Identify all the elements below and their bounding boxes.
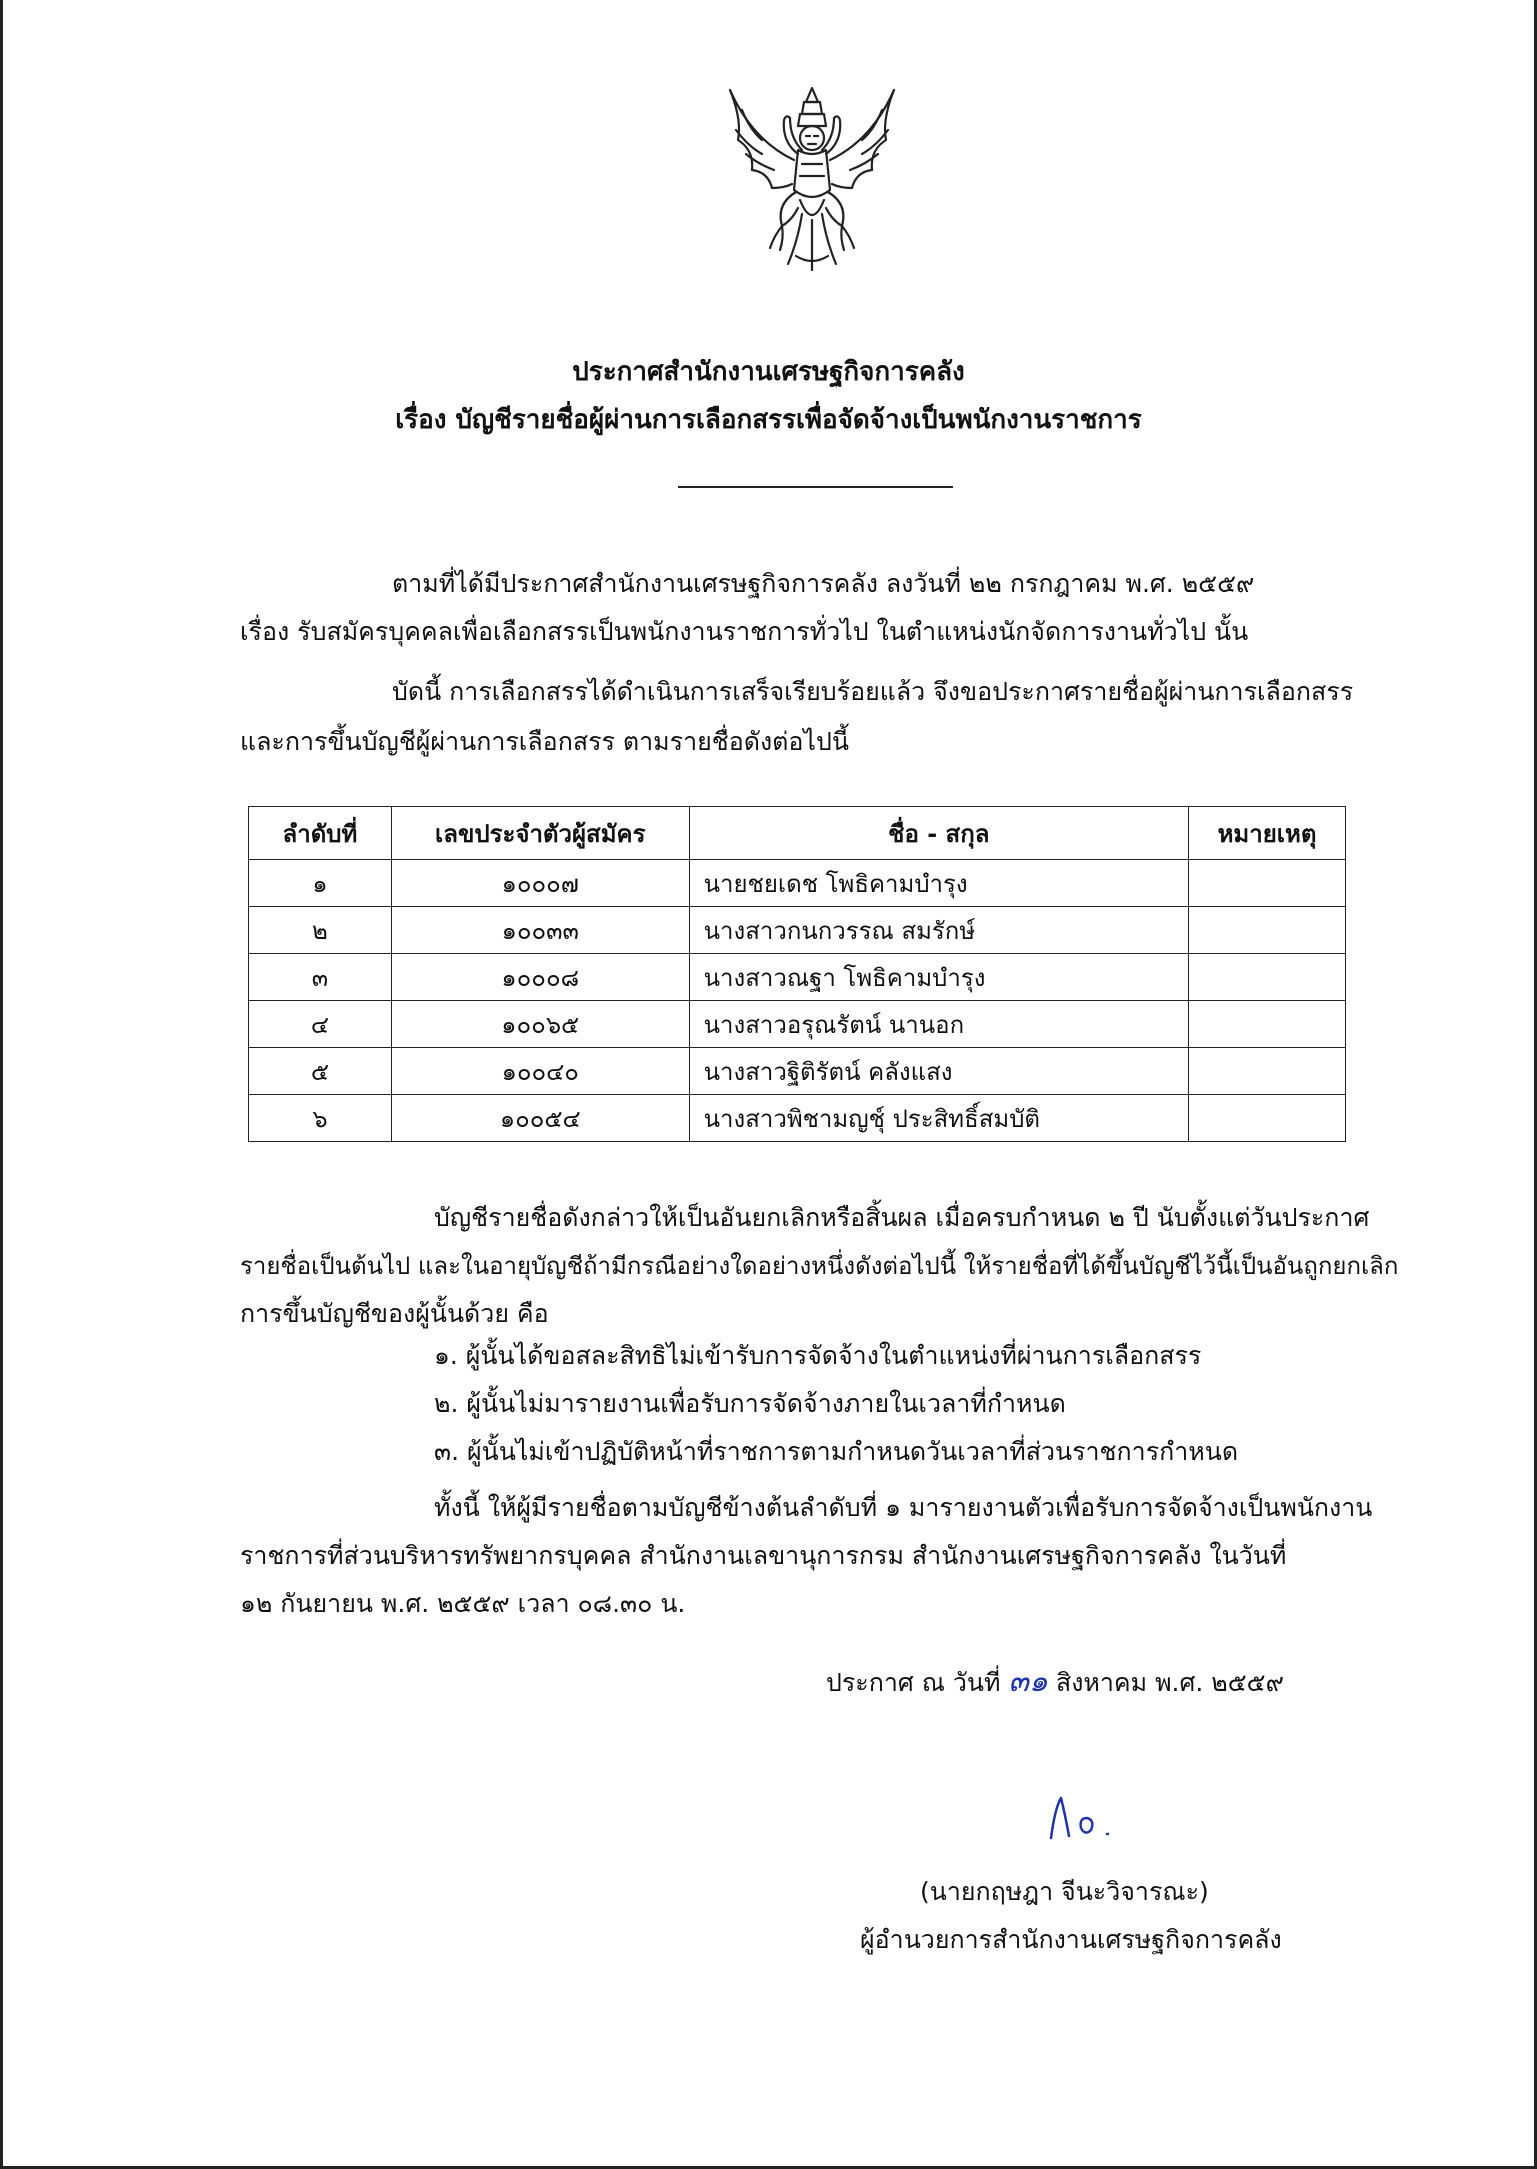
table-row — [249, 1095, 1346, 1142]
cell-applicant-id: ๑๐๐๖๕ — [391, 1001, 689, 1048]
cell-full-name: นางสาวพิชามญชุ์ ประสิทธิ์สมบัติ — [689, 1095, 1188, 1142]
page-border-left — [0, 0, 3, 2169]
cell-applicant-id: ๑๐๐๕๔ — [391, 1095, 689, 1142]
intro-line-4: และการขึ้นบัญชีผู้ผ่านการเลือกสรร ตามรายชื่อดังต่อไปนี้ — [240, 727, 849, 756]
date-prefix: ประกาศ ณ วันที่ — [826, 1668, 1001, 1697]
cell-applicant-id: ๑๐๐๔๐ — [391, 1048, 689, 1095]
garuda-emblem-icon — [712, 80, 912, 280]
cell-remark — [1189, 907, 1346, 954]
cell-full-name: นายชยเดช โพธิคามบำรุง — [689, 860, 1188, 907]
cell-remark — [1189, 860, 1346, 907]
table-row — [249, 907, 1346, 954]
cell-applicant-id: ๑๐๐๐๗ — [391, 860, 689, 907]
cell-remark — [1189, 1095, 1346, 1142]
cell-applicant-id: ๑๐๐๓๓ — [391, 907, 689, 954]
signer-name: (นายกฤษฎา จีนะวิจารณะ) — [920, 1877, 1209, 1906]
cell-full-name: นางสาวฐิติรัตน์ คลังแสง — [689, 1048, 1188, 1095]
condition-item-1: ๑. ผู้นั้นได้ขอสละสิทธิไม่เข้ารับการจัดจ้างในตำแหน่งที่ผ่านการเลือกสรร — [434, 1341, 1202, 1370]
report-line-2: ราชการที่ส่วนบริหารทรัพยากรบุคคล สำนักงานเลขานุการกรม สำนักงานเศรษฐกิจการคลัง ในวันที่ — [240, 1541, 1287, 1570]
validity-line-3: การขึ้นบัญชีของผู้นั้นด้วย คือ — [240, 1299, 549, 1328]
title-divider — [678, 486, 953, 488]
cell-remark — [1189, 1048, 1346, 1095]
cell-order: ๑ — [249, 860, 392, 907]
table-row — [249, 954, 1346, 1001]
signature-icon — [1045, 1788, 1135, 1848]
intro-line-1: ตามที่ได้มีประกาศสำนักงานเศรษฐกิจการคลัง ลงวันที่ ๒๒ กรกฎาคม พ.ศ. ๒๕๕๙ — [392, 569, 1255, 598]
cell-order: ๔ — [249, 1001, 392, 1048]
cell-order: ๕ — [249, 1048, 392, 1095]
condition-item-3: ๓. ผู้นั้นไม่เข้าปฏิบัติหน้าที่ราชการตามกำหนดวันเวลาที่ส่วนราชการกำหนด — [434, 1437, 1239, 1466]
intro-line-2: เรื่อง รับสมัครบุคคลเพื่อเลือกสรรเป็นพนักงานราชการทั่วไป ในตำแหน่งนักจัดการงานทั่วไป นั้น — [240, 617, 1249, 646]
cell-remark — [1189, 954, 1346, 1001]
condition-item-2: ๒. ผู้นั้นไม่มารายงานเพื่อรับการจัดจ้างภายในเวลาที่กำหนด — [434, 1389, 1066, 1418]
validity-line-2: รายชื่อเป็นต้นไป และในอายุบัญชีถ้ามีกรณีอย่างใดอย่างหนึ่งดังต่อไปนี้ ให้รายชื่อที่ได้ขึ้นบัญชีไว้นี้เป็นอันถูกยกเลิก — [240, 1252, 1399, 1280]
header-applicant-id: เลขประจำตัวผู้สมัคร — [391, 807, 689, 860]
intro-line-3: บัดนี้ การเลือกสรรได้ดำเนินการเสร็จเรียบร้อยแล้ว จึงขอประกาศรายชื่อผู้ผ่านการเลือกสรร — [392, 677, 1354, 706]
cell-full-name: นางสาวกนกวรรณ สมรักษ์ — [689, 907, 1188, 954]
cell-applicant-id: ๑๐๐๐๘ — [391, 954, 689, 1001]
report-line-1: ทั้งนี้ ให้ผู้มีรายชื่อตามบัญชีข้างต้นลำดับที่ ๑ มารายงานตัวเพื่อรับการจัดจ้างเป็นพนักงาน — [434, 1493, 1373, 1522]
candidate-table — [248, 806, 1346, 1142]
table-row — [249, 1001, 1346, 1048]
cell-full-name: นางสาวอรุณรัตน์ นานอก — [689, 1001, 1188, 1048]
cell-order: ๖ — [249, 1095, 392, 1142]
validity-line-1: บัญชีรายชื่อดังกล่าวให้เป็นอันยกเลิกหรือสิ้นผล เมื่อครบกำหนด ๒ ปี นับตั้งแต่วันประกาศ — [434, 1203, 1370, 1232]
table-header-row — [249, 807, 1346, 860]
cell-full-name: นางสาวณฐา โพธิคามบำรุง — [689, 954, 1188, 1001]
announcement-subject: เรื่อง บัญชีรายชื่อผู้ผ่านการเลือกสรรเพื่อจัดจ้างเป็นพนักงานราชการ — [395, 405, 1142, 435]
cell-order: ๓ — [249, 954, 392, 1001]
date-day-handwritten: ๓๑ — [1008, 1664, 1048, 1699]
announcement-date — [826, 1660, 1284, 1705]
table-row — [249, 860, 1346, 907]
cell-order: ๒ — [249, 907, 392, 954]
date-suffix: สิงหาคม พ.ศ. ๒๕๕๙ — [1055, 1668, 1284, 1697]
report-line-3: ๑๒ กันยายน พ.ศ. ๒๕๕๙ เวลา ๐๘.๓๐ น. — [240, 1589, 686, 1618]
announcement-title: ประกาศสำนักงานเศรษฐกิจการคลัง — [572, 357, 965, 387]
signer-title: ผู้อำนวยการสำนักงานเศรษฐกิจการคลัง — [860, 1925, 1282, 1954]
header-full-name: ชื่อ - สกุล — [689, 807, 1188, 860]
header-remark: หมายเหตุ — [1189, 807, 1346, 860]
header-order: ลำดับที่ — [249, 807, 392, 860]
cell-remark — [1189, 1001, 1346, 1048]
table-row — [249, 1048, 1346, 1095]
